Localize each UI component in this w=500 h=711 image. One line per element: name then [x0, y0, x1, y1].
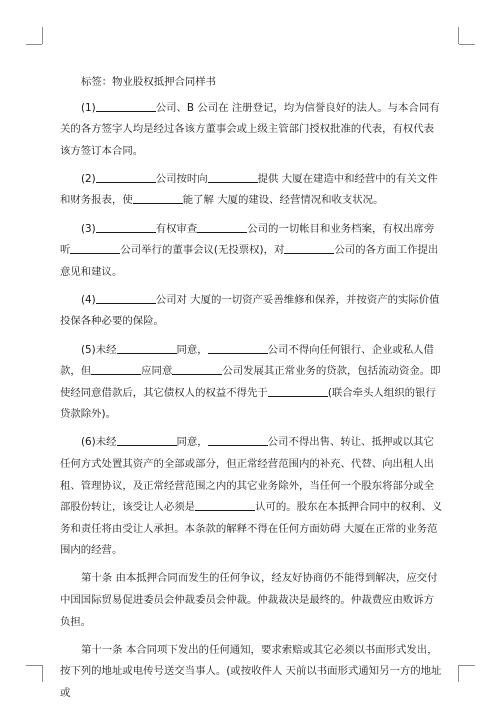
clause-3-number: (3)	[81, 222, 96, 235]
clause-5-number: (5)未经	[81, 343, 117, 356]
crop-mark-bottom-left-v	[42, 665, 43, 682]
article-10: 第十条 由本抵押合同而发生的任何争议，经友好协商仍不能得到解决，应交付中国国际贸易促进委员会仲裁委员会仲裁。仲裁裁决是最终的。仲裁费应由败诉方负担。	[60, 572, 438, 628]
clause-1-text: 公司、B 公司在 注册登记，均为信誉良好的法人。与本合同有关的各方签字人均是经过各该方董事会或上级主管部门授权批准的代表，有权代表该方签订本合同。	[60, 101, 440, 157]
clause-5-text-b: 公司不得向任何银行、企业或私人借款，但	[60, 343, 434, 378]
clause-3-text-c: 公司举行的董事会议(无投票权)，对	[120, 244, 285, 257]
blank-field	[284, 243, 334, 254]
crop-mark-top-right-v	[458, 27, 459, 44]
crop-mark-bottom-left-h	[26, 665, 42, 666]
clause-6-text-c: 认可的。股东在本抵押合同中的权利、义务和责任将由受让人承担。本条款的解释不得在任何方面妨碍 大厦在正常的业务范围内的经营。	[60, 501, 443, 557]
clause-2-text-b: 提供 大厦在建造中和经营中的有关文件和财务报表，使	[60, 172, 438, 207]
document-body	[60, 72, 444, 711]
blank-field	[197, 222, 247, 233]
crop-mark-top-left-v	[42, 27, 43, 44]
blank-field	[172, 364, 222, 375]
clause-4	[60, 290, 444, 333]
blank-field	[117, 435, 177, 446]
blank-field	[208, 435, 268, 446]
clause-5	[60, 340, 444, 426]
clause-3-text-b: 公司的一切帐目和业务档案，有权出席旁听	[60, 222, 435, 257]
clause-3-text-a: 有权审查	[155, 222, 198, 235]
blank-field	[96, 101, 156, 112]
blank-field	[133, 193, 183, 204]
clause-6	[60, 432, 444, 562]
blank-field	[117, 343, 177, 354]
blank-field	[195, 500, 255, 511]
crop-mark-top-right-h	[459, 44, 475, 45]
clause-5-text-c: 应同意	[141, 365, 173, 378]
blank-field	[91, 364, 141, 375]
blank-field	[268, 386, 328, 397]
article-11: 第十一条 本合同项下发出的任何通知，要求索赔或其它必须以书面形式发出，按下列的地址或电传号送交当事人。(或按收件人 天前以书面形式通知另一方的地址或	[60, 643, 442, 699]
clause-2-number: (2)	[81, 172, 96, 185]
clause-1	[60, 98, 444, 163]
clause-5-text-d: 公司发展其正常业务的贷款，包括流动资金。即使经同意借款后，其它债权人的权益不得先于	[60, 365, 441, 399]
clause-1-number: (1)	[81, 101, 96, 114]
clause-6-text-a: 同意，	[176, 436, 208, 449]
blank-field	[70, 243, 120, 254]
clause-6-text-b: 公司不得出售、转让、抵押或以其它任何方式处置其资产的全部或部分，但正常经营范围内的补充、代替、向出租人出租、管理协议，及正常经营范围之内的其它业务除外，当任何一个股东将部分或全部股份转让，该受让人必须是	[60, 436, 435, 514]
clause-4-number: (4)	[81, 293, 96, 306]
clause-3	[60, 219, 444, 284]
crop-mark-bottom-right-h	[459, 665, 475, 666]
clause-5-text-a: 同意，	[176, 343, 208, 356]
blank-field	[96, 222, 156, 233]
blank-field	[96, 293, 156, 304]
clause-6-number: (6)未经	[81, 436, 117, 449]
clause-2-text-c: 能了解 大厦的建设、经营情况和收支状况。	[182, 194, 384, 207]
clause-4-text: 公司对 大厦的一切资产妥善维修和保养，并按资产的实际价值投保各种必要的保险。	[60, 293, 440, 328]
blank-field	[208, 343, 268, 354]
crop-mark-top-left-h	[26, 44, 42, 45]
blank-field	[96, 172, 156, 183]
document-title: 标签：物业股权抵押合同样书	[81, 76, 217, 88]
blank-field	[208, 172, 258, 183]
clause-5-text-e: (联合牵头人组织的银行贷款除外)。	[60, 386, 436, 421]
clause-2-text-a: 公司按时向	[155, 172, 208, 185]
clause-2	[60, 169, 444, 212]
crop-mark-bottom-right-v	[458, 665, 459, 682]
clause-3-text-d: 公司的各方面工作提出意见和建议。	[60, 244, 439, 278]
